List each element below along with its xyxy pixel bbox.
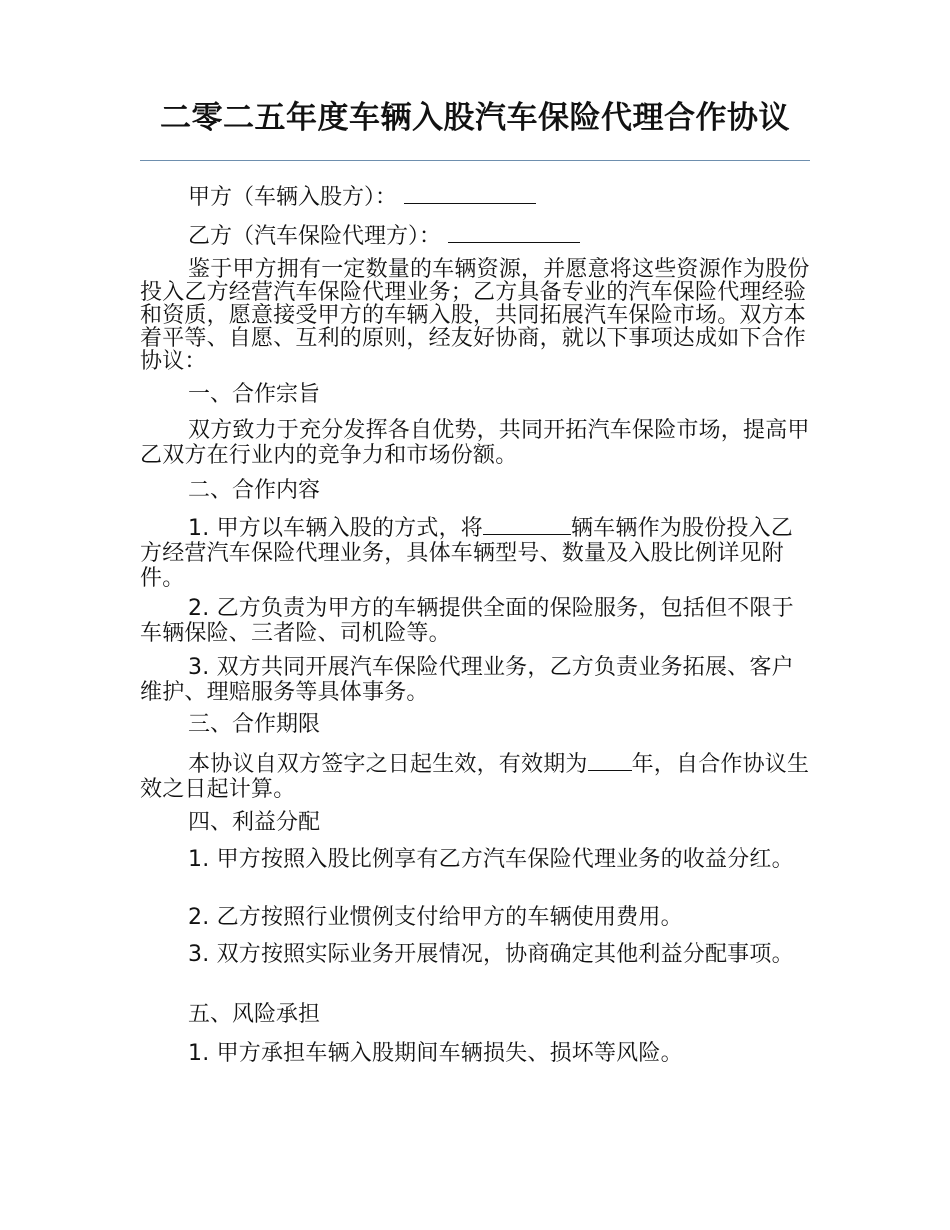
section-2-item-1 xyxy=(140,514,810,591)
term-years-blank xyxy=(588,750,632,771)
section-4-item-1: 1. 甲方按照入股比例享有乙方汽车保险代理业务的收益分红。 xyxy=(188,847,794,872)
party-b-line xyxy=(188,220,580,252)
party-a-label: 甲方（车辆入股方）： xyxy=(188,185,398,210)
document-title: 二零二五年度车辆入股汽车保险代理合作协议 xyxy=(160,100,790,136)
section-5-item-1: 1. 甲方承担车辆入股期间车辆损失、损坏等风险。 xyxy=(188,1041,683,1066)
party-a-blank xyxy=(404,181,536,204)
section-2-item-2: 2. 乙方负责为甲方的车辆提供全面的保险服务，包括但不限于车辆保险、三者险、司机险等。 xyxy=(140,596,794,646)
section-4-item-2: 2. 乙方按照行业惯例支付给甲方的车辆使用费用。 xyxy=(188,905,683,930)
section-4-heading: 四、利益分配 xyxy=(188,810,321,835)
section-3-part-a: 本协议自双方签字之日起生效，有效期为 xyxy=(188,752,588,777)
title-underline xyxy=(140,160,810,161)
section-3-heading: 三、合作期限 xyxy=(188,712,321,737)
party-b-label: 乙方（汽车保险代理方）： xyxy=(188,224,442,249)
section-5-heading: 五、风险承担 xyxy=(188,1002,321,1027)
preamble-paragraph: 鉴于甲方拥有一定数量的车辆资源，并愿意将这些资源作为股份投入乙方经营汽车保险代理业务；乙方具备专业的汽车保险代理经验和资质，愿意接受甲方的车辆入股，共同拓展汽车保险市场。双方本着平等、自愿、互利的原则，经友好协商，就以下事项达成如下合作协议： xyxy=(140,257,810,374)
vehicle-count-blank xyxy=(483,514,571,535)
section-4-item-3: 3. 双方按照实际业务开展情况，协商确定其他利益分配事项。 xyxy=(188,942,794,967)
section-1-paragraph: 双方致力于充分发挥各自优势，共同开拓汽车保险市场，提高甲乙双方在行业内的竞争力和市场份额。 xyxy=(140,418,810,468)
section-2-item-1-part-b: 辆车辆作为股份投入乙方经营汽车保险代理业务，具体车辆型号、数量及入股比例详见附件。 xyxy=(140,516,793,591)
party-b-blank xyxy=(448,220,580,243)
section-3-part-b: 年，自合作协议生效之日起计算。 xyxy=(140,752,810,802)
section-2-item-3: 3. 双方共同开展汽车保险代理业务，乙方负责业务拓展、客户维护、理赔服务等具体事务。 xyxy=(140,655,794,705)
section-2-heading: 二、合作内容 xyxy=(188,478,321,503)
section-2-item-1-part-a: 1. 甲方以车辆入股的方式，将 xyxy=(188,516,483,541)
section-1-heading: 一、合作宗旨 xyxy=(188,382,321,407)
party-a-line xyxy=(188,181,536,213)
section-3-paragraph xyxy=(140,750,810,802)
